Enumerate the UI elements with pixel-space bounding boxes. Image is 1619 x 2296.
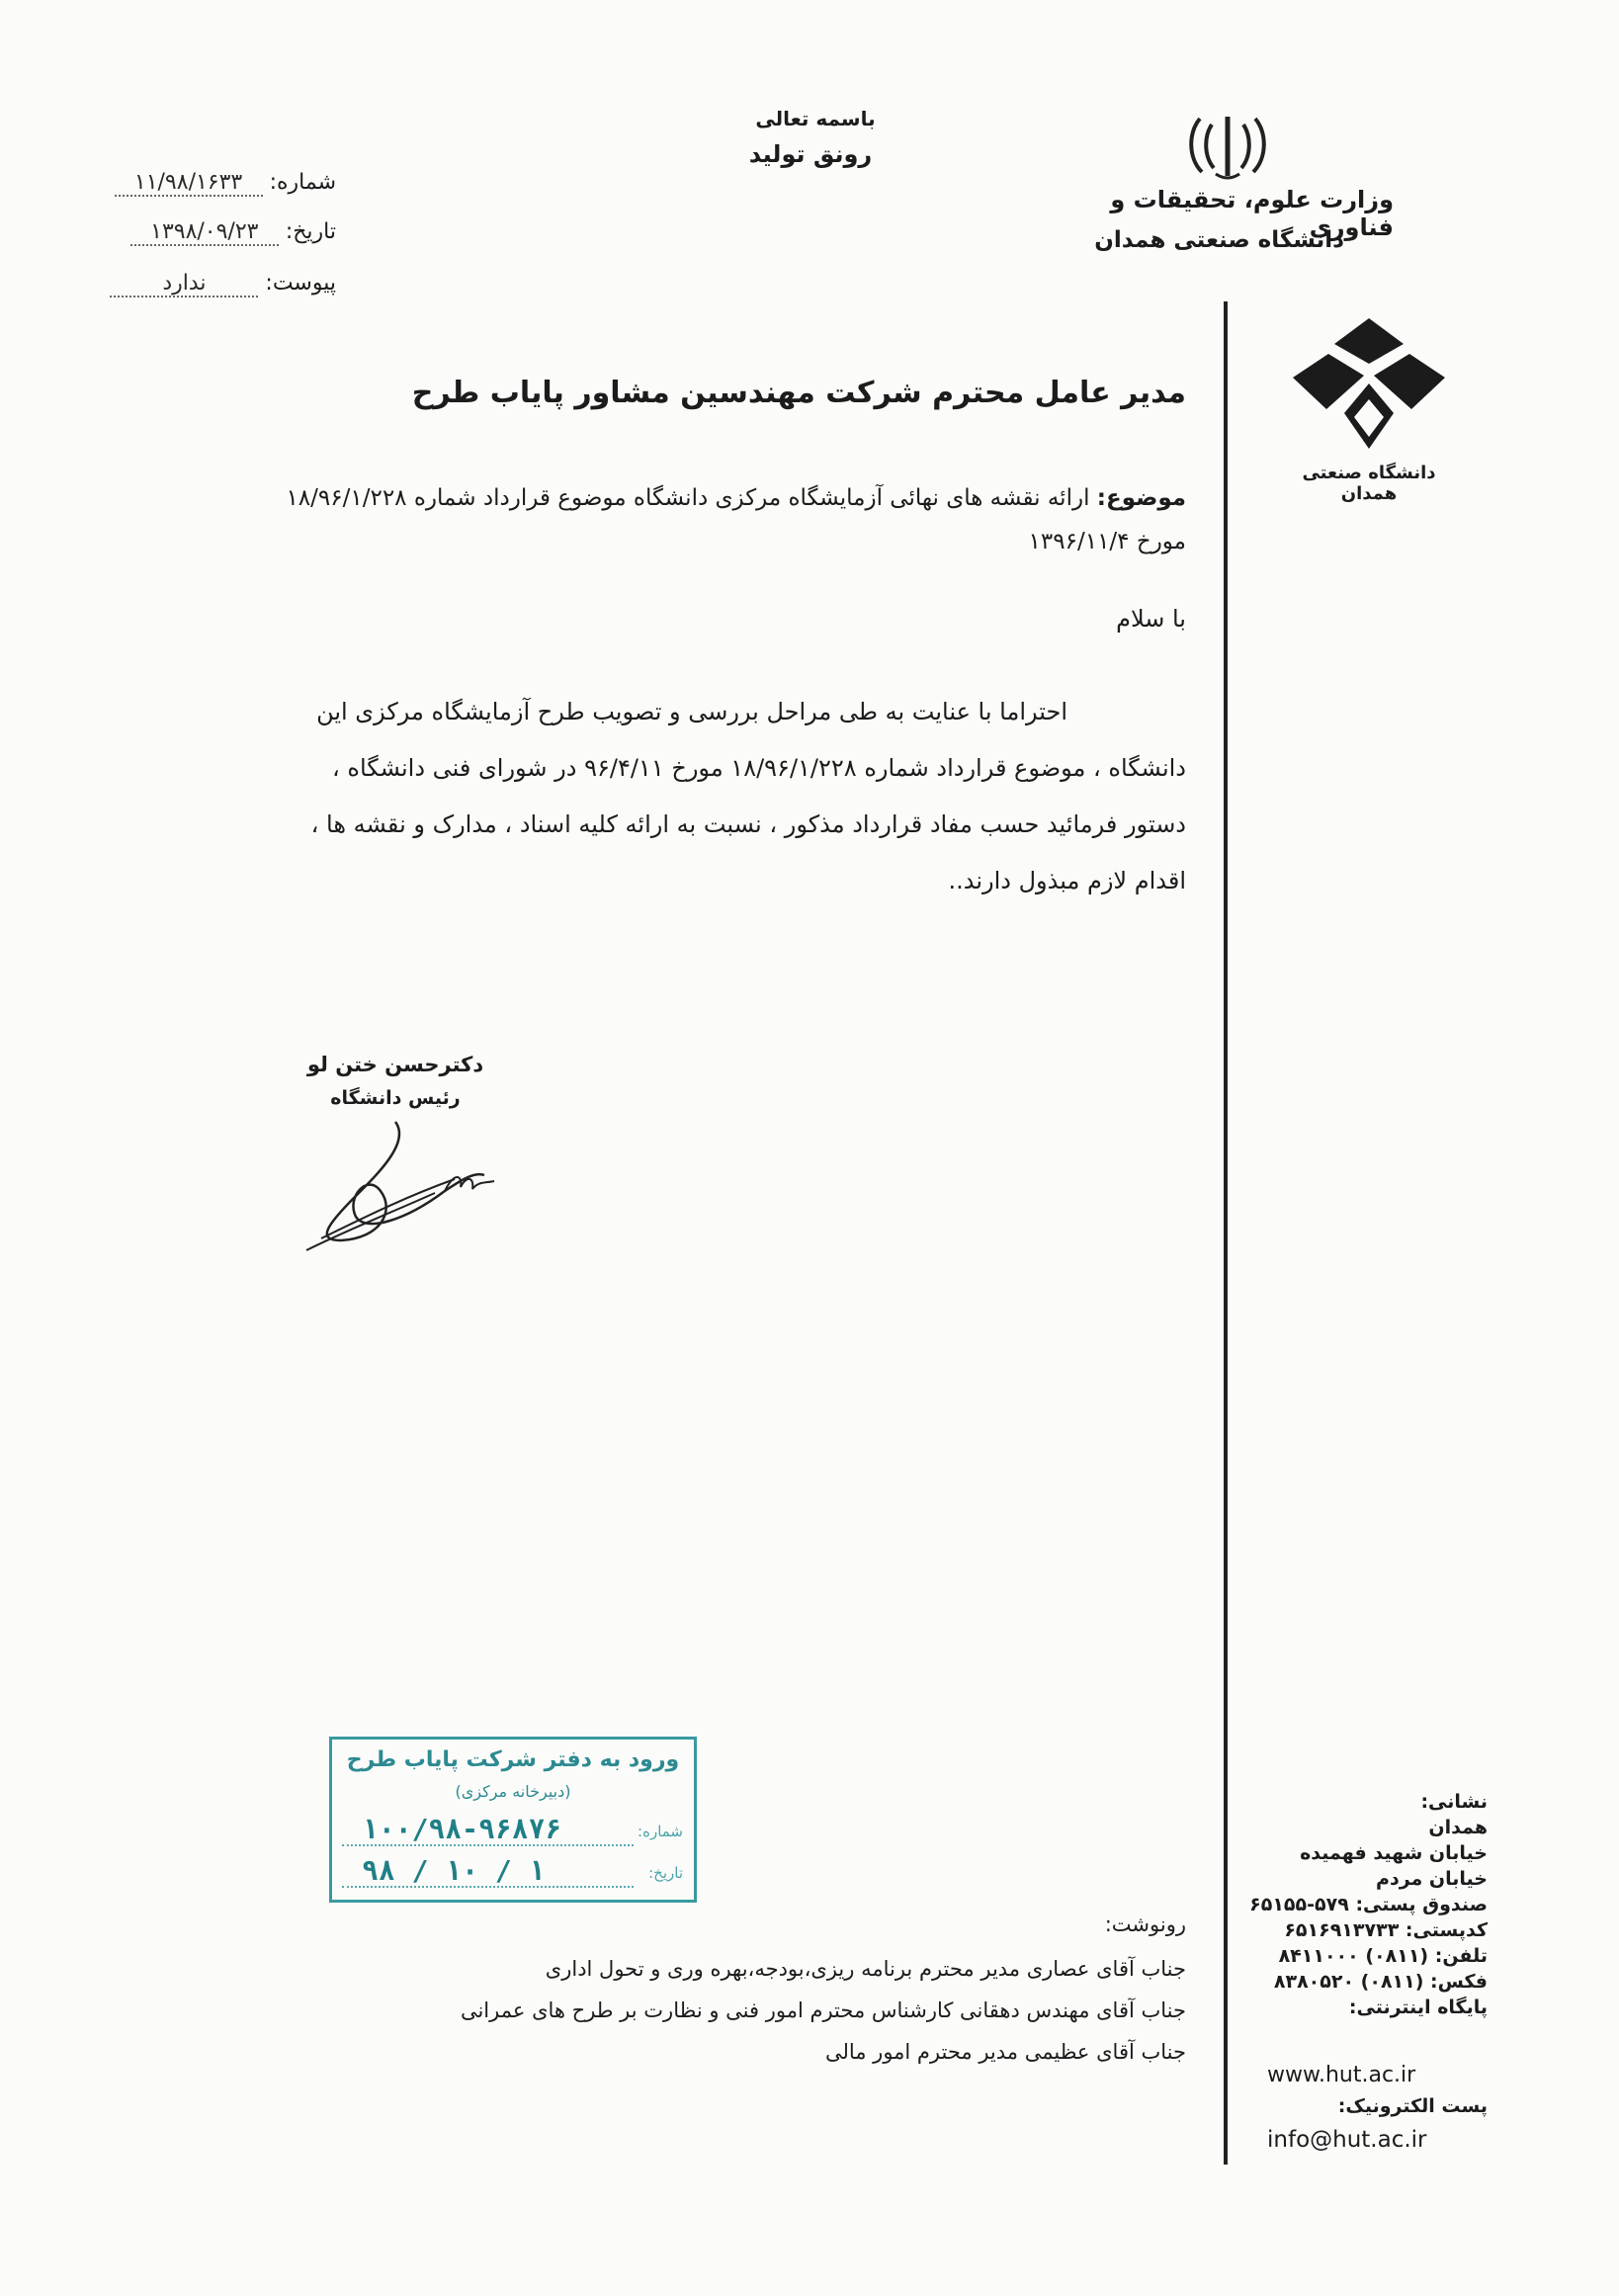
letter-number-value: ۱۱/۹۸/۱۶۳۳ [115, 170, 263, 197]
email-link[interactable]: info@hut.ac.ir [1267, 2127, 1427, 2153]
website-label: پایگاه اینترنتی: [1348, 1997, 1488, 2018]
phone-value: ۸۴۱۱۰۰۰ (۰۸۱۱) [1278, 1945, 1429, 1967]
stamp-number-row [342, 1813, 683, 1848]
subject-text-line1: ارائه نقشه های نهائی آزمایشگاه مرکزی دانشگاه موضوع قرارداد شماره ۱۸/۹۶/۱/۲۲۸ [286, 485, 1090, 511]
body-paragraph [178, 684, 1186, 909]
margin-divider [1224, 301, 1228, 2165]
stamp-number-label: شماره: [638, 1823, 683, 1840]
letter-date-value: ۱۳۹۸/۰۹/۲۳ [130, 219, 279, 246]
letter-date-label: تاریخ: [285, 219, 336, 244]
ministry-name: وزارت علوم، تحقیقات و فناوری [1110, 186, 1394, 241]
phone-row [1236, 1943, 1488, 1969]
pobox-value: ۶۵۱۵۵-۵۷۹ [1249, 1894, 1349, 1915]
pobox-row [1236, 1892, 1488, 1917]
letter-attachment [69, 271, 336, 298]
subject-label: موضوع: [1096, 485, 1186, 511]
cc-line: جناب آقای عظیمی مدیر محترم امور مالی [824, 2040, 1186, 2064]
university-name: دانشگاه صنعتی همدان [1094, 227, 1344, 253]
address-city: همدان [1428, 1817, 1488, 1838]
postal-row [1236, 1917, 1488, 1943]
stamp-date-label: تاریخ: [648, 1864, 683, 1882]
signature-icon [287, 1102, 504, 1260]
postal-label: کدپستی: [1405, 1919, 1488, 1941]
receipt-stamp [329, 1737, 697, 1903]
address-label: نشانی: [1420, 1791, 1488, 1813]
university-logo-icon [1285, 314, 1453, 453]
email-label: پست الکترونیک: [1337, 2095, 1488, 2117]
stamp-date-row [342, 1854, 683, 1890]
logo-caption: دانشگاه صنعتی همدان [1302, 463, 1436, 504]
letter-attachment-label: پیوست: [265, 271, 336, 296]
body-line: احتراما با عنایت به طی مراحل بررسی و تصویب طرح آزمایشگاه مرکزی این [316, 698, 1067, 725]
subject [188, 476, 1186, 563]
signer-name: دکترحسن ختن لو [306, 1053, 484, 1076]
bismillah-heading: باسمه تعالی [755, 107, 876, 130]
body-line: دانشگاه ، موضوع قرارداد شماره ۱۸/۹۶/۱/۲۲۸ مورخ ۹۶/۴/۱۱ در شورای فنی دانشگاه ، [332, 754, 1186, 782]
greeting: با سلام [1116, 605, 1186, 633]
letter-number [69, 170, 336, 197]
pobox-label: صندوق پستی: [1355, 1894, 1488, 1915]
cc-label: رونوشت: [1104, 1913, 1186, 1936]
website-link[interactable]: www.hut.ac.ir [1267, 2063, 1416, 2087]
fax-label: فکس: [1430, 1971, 1488, 1993]
postal-value: ۶۵۱۶۹۱۳۷۳۳ [1284, 1919, 1400, 1941]
signer-title: رئیس دانشگاه [330, 1087, 461, 1109]
stamp-number-value: ۱۰۰/۹۸-۹۶۸۷۶ [362, 1813, 562, 1845]
addressee: مدیر عامل محترم شرکت مهندسین مشاور پایاب طرح [411, 376, 1186, 410]
cc-line: جناب آقای مهندس دهقانی کارشناس محترم امور فنی و نظارت بر طرح های عمرانی [460, 1998, 1186, 2022]
contact-block [1236, 1789, 1488, 2020]
stamp-subtitle: (دبیرخانه مرکزی) [455, 1782, 571, 1801]
cc-line: جناب آقای عصاری مدیر محترم برنامه ریزی،بودجه،بهره وری و تحول اداری [545, 1957, 1186, 1981]
header-slogan: رونق تولید [748, 140, 873, 168]
stamp-date-value: ۹۸ / ۱۰ / ۱ [362, 1854, 546, 1887]
body-line: اقدام لازم مبذول دارند.. [948, 867, 1186, 894]
letter-number-label: شماره: [269, 170, 336, 195]
phone-label: تلفن: [1434, 1945, 1488, 1967]
iran-emblem-icon [1186, 111, 1269, 182]
address-street1: خیابان شهید فهمیده [1300, 1842, 1488, 1864]
subject-text-line2: مورخ ۱۳۹۶/۱۱/۴ [1028, 529, 1186, 554]
letter-date [69, 219, 336, 246]
body-line: دستور فرمائید حسب مفاد قرارداد مذکور ، نسبت به ارائه کلیه اسناد ، مدارک و نقشه ها ، [310, 810, 1186, 838]
fax-value: ۸۳۸۰۵۲۰ (۰۸۱۱) [1273, 1971, 1424, 1993]
letter-attachment-value: ندارد [110, 271, 258, 298]
fax-row [1236, 1969, 1488, 1995]
address-street2: خیابان مردم [1376, 1868, 1488, 1890]
stamp-title: ورود به دفتر شرکت پایاب طرح [346, 1747, 680, 1772]
